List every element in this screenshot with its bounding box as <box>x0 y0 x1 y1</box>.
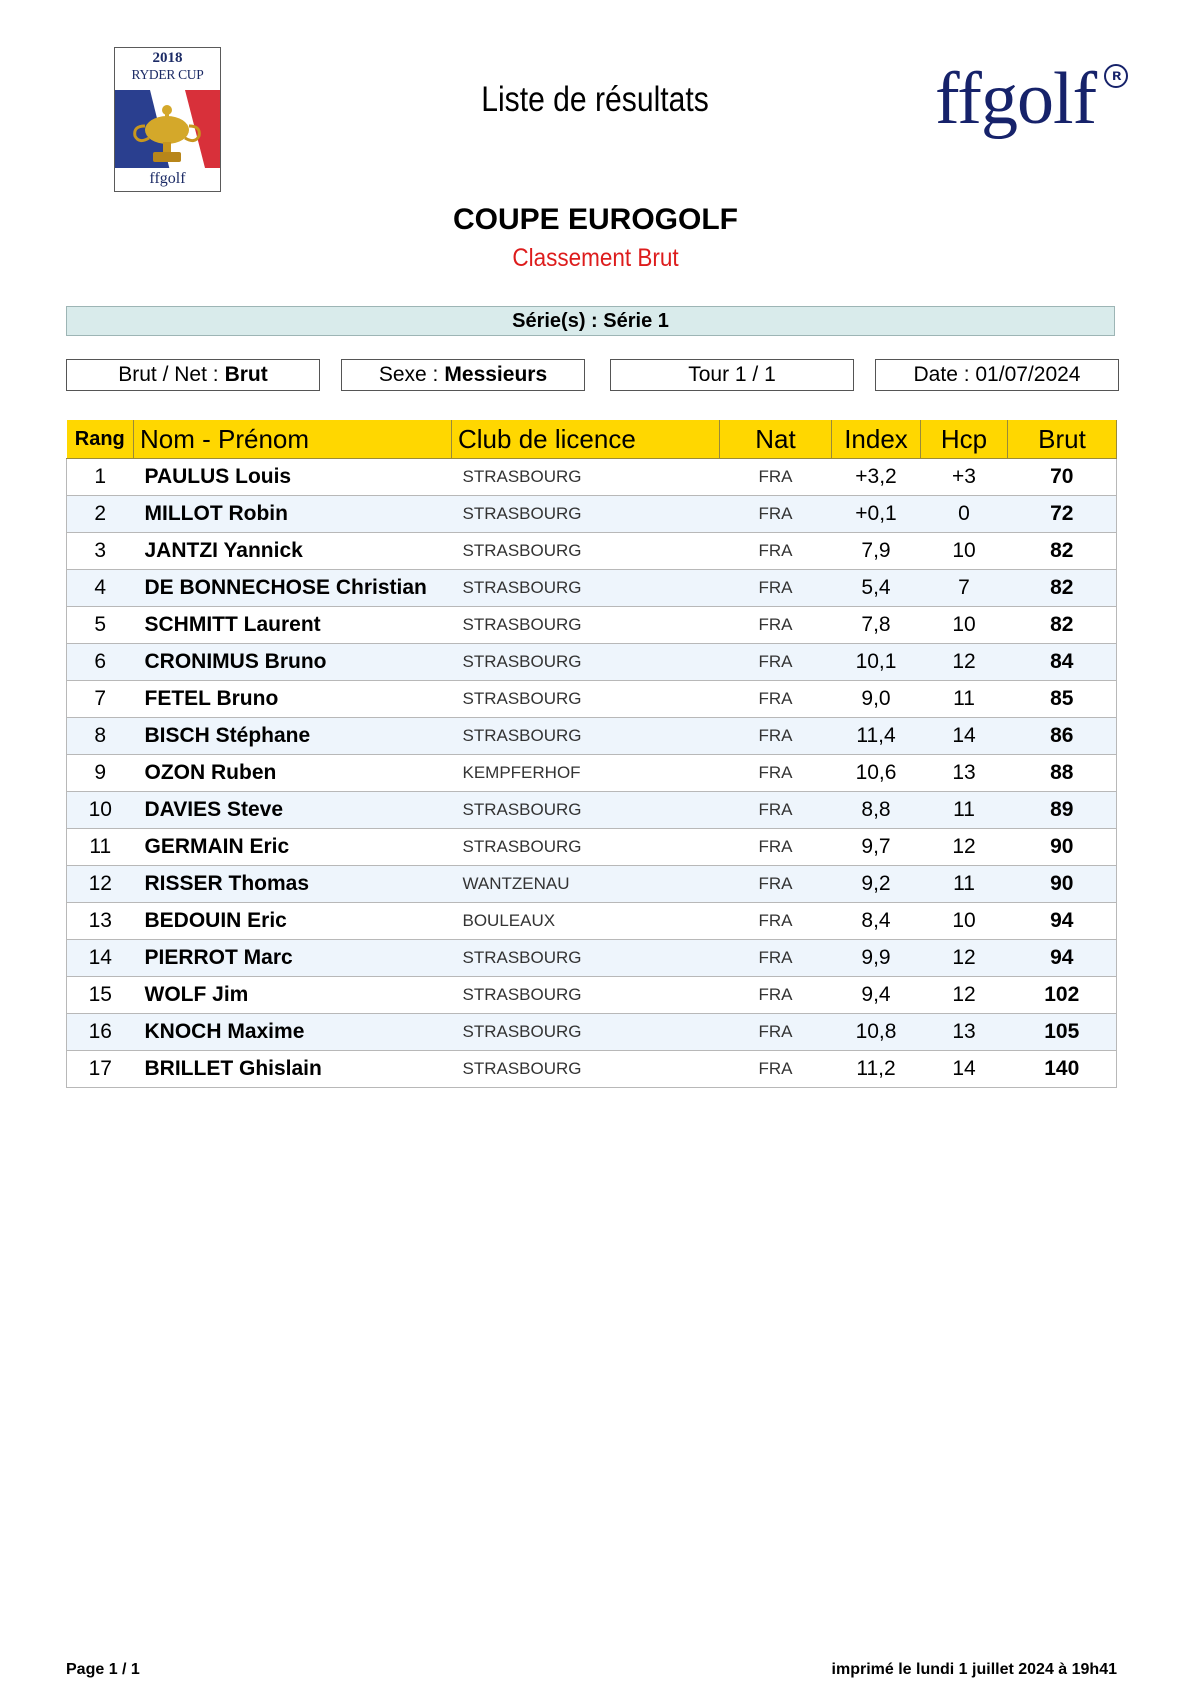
cell-index: 5,4 <box>832 570 921 607</box>
cell-index: 10,1 <box>832 644 921 681</box>
cell-nom: SCHMITT Laurent <box>134 607 452 644</box>
cell-nom: JANTZI Yannick <box>134 533 452 570</box>
header-club: Club de licence <box>452 420 720 459</box>
logo-ryder-cup-text: RYDER CUP <box>131 67 204 82</box>
competition-name: COUPE EUROGOLF <box>452 203 738 236</box>
cell-hcp: 12 <box>921 940 1008 977</box>
cell-nat: FRA <box>720 866 832 903</box>
sexe-value: Messieurs <box>444 363 548 386</box>
cell-hcp: 14 <box>921 1051 1008 1088</box>
cell-brut: 90 <box>1008 829 1117 866</box>
table-row <box>67 829 1117 866</box>
table-row <box>67 459 1117 496</box>
cell-rang: 13 <box>67 903 134 940</box>
cell-rang: 15 <box>67 977 134 1014</box>
cell-club: STRASBOURG <box>452 681 720 718</box>
table-header-row <box>67 420 1117 459</box>
cell-nom: BISCH Stéphane <box>134 718 452 755</box>
cell-club: STRASBOURG <box>452 644 720 681</box>
cell-club: STRASBOURG <box>452 792 720 829</box>
cell-nat: FRA <box>720 792 832 829</box>
cell-rang: 6 <box>67 644 134 681</box>
cell-hcp: 10 <box>921 533 1008 570</box>
cell-hcp: 11 <box>921 866 1008 903</box>
brut-net-value: Brut <box>224 363 268 386</box>
cell-rang: 1 <box>67 459 134 496</box>
cell-brut: 94 <box>1008 940 1117 977</box>
cell-nat: FRA <box>720 459 832 496</box>
cell-club: WANTZENAU <box>452 866 720 903</box>
cell-rang: 5 <box>67 607 134 644</box>
cell-hcp: 10 <box>921 903 1008 940</box>
cell-rang: 17 <box>67 1051 134 1088</box>
cell-index: 9,4 <box>832 977 921 1014</box>
cell-index: +0,1 <box>832 496 921 533</box>
sexe-box <box>341 359 585 391</box>
date-value: Date : 01/07/2024 <box>913 363 1081 386</box>
cell-rang: 3 <box>67 533 134 570</box>
header-rang: Rang <box>67 420 134 459</box>
cell-index: 8,8 <box>832 792 921 829</box>
cell-index: 9,9 <box>832 940 921 977</box>
cell-club: STRASBOURG <box>452 1014 720 1051</box>
results-table <box>66 420 1117 1088</box>
cell-index: 7,9 <box>832 533 921 570</box>
cell-hcp: 12 <box>921 829 1008 866</box>
table-row <box>67 866 1117 903</box>
cell-index: 9,2 <box>832 866 921 903</box>
page-number: Page 1 / 1 <box>66 1661 140 1678</box>
cell-hcp: 13 <box>921 755 1008 792</box>
cell-brut: 102 <box>1008 977 1117 1014</box>
table-row <box>67 496 1117 533</box>
table-row <box>67 533 1117 570</box>
table-row <box>67 570 1117 607</box>
cell-nom: GERMAIN Eric <box>134 829 452 866</box>
cell-hcp: 13 <box>921 1014 1008 1051</box>
cell-rang: 12 <box>67 866 134 903</box>
competition-subtitle: Classement Brut <box>512 244 679 272</box>
cell-index: +3,2 <box>832 459 921 496</box>
cell-club: STRASBOURG <box>452 533 720 570</box>
table-row <box>67 681 1117 718</box>
cell-nom: KNOCH Maxime <box>134 1014 452 1051</box>
cell-hcp: 11 <box>921 792 1008 829</box>
serie-bar: Série(s) : Série 1 <box>66 306 1115 336</box>
cell-nom: PIERROT Marc <box>134 940 452 977</box>
cell-rang: 7 <box>67 681 134 718</box>
cell-brut: 70 <box>1008 459 1117 496</box>
cell-nat: FRA <box>720 755 832 792</box>
cell-brut: 82 <box>1008 570 1117 607</box>
cell-club: KEMPFERHOF <box>452 755 720 792</box>
ffgolf-logo <box>935 58 1121 140</box>
cell-brut: 105 <box>1008 1014 1117 1051</box>
logo-ffgolf-small: ffgolf <box>149 170 186 187</box>
header-hcp: Hcp <box>921 420 1008 459</box>
logo-year: 2018 <box>152 50 183 66</box>
cell-rang: 8 <box>67 718 134 755</box>
table-row <box>67 644 1117 681</box>
cell-index: 11,4 <box>832 718 921 755</box>
cell-hcp: 10 <box>921 607 1008 644</box>
cell-nat: FRA <box>720 570 832 607</box>
table-row <box>67 718 1117 755</box>
cell-brut: 85 <box>1008 681 1117 718</box>
table-row <box>67 607 1117 644</box>
cell-index: 8,4 <box>832 903 921 940</box>
cell-nat: FRA <box>720 718 832 755</box>
cell-index: 10,8 <box>832 1014 921 1051</box>
cell-index: 9,0 <box>832 681 921 718</box>
cell-club: STRASBOURG <box>452 718 720 755</box>
cell-rang: 2 <box>67 496 134 533</box>
cell-brut: 72 <box>1008 496 1117 533</box>
table-row <box>67 977 1117 1014</box>
cell-club: BOULEAUX <box>452 903 720 940</box>
cell-nom: PAULUS Louis <box>134 459 452 496</box>
cell-club: STRASBOURG <box>452 1051 720 1088</box>
brut-net-label: Brut / Net : <box>118 363 219 386</box>
header-nat: Nat <box>720 420 832 459</box>
cell-hcp: 0 <box>921 496 1008 533</box>
cell-rang: 4 <box>67 570 134 607</box>
cell-index: 7,8 <box>832 607 921 644</box>
cell-club: STRASBOURG <box>452 977 720 1014</box>
header-nom: Nom - Prénom <box>134 420 452 459</box>
cell-brut: 89 <box>1008 792 1117 829</box>
table-row <box>67 940 1117 977</box>
document-title: Liste de résultats <box>481 80 709 119</box>
table-row <box>67 1014 1117 1051</box>
cell-nat: FRA <box>720 681 832 718</box>
cell-index: 9,7 <box>832 829 921 866</box>
cell-hcp: 12 <box>921 977 1008 1014</box>
cell-club: STRASBOURG <box>452 459 720 496</box>
cell-hcp: 12 <box>921 644 1008 681</box>
cell-nat: FRA <box>720 1014 832 1051</box>
cell-club: STRASBOURG <box>452 940 720 977</box>
cell-club: STRASBOURG <box>452 570 720 607</box>
header-brut: Brut <box>1008 420 1117 459</box>
table-row <box>67 1051 1117 1088</box>
ryder-cup-logo <box>114 47 221 192</box>
cell-index: 10,6 <box>832 755 921 792</box>
cell-nat: FRA <box>720 607 832 644</box>
cell-hcp: +3 <box>921 459 1008 496</box>
cell-nat: FRA <box>720 940 832 977</box>
cell-rang: 10 <box>67 792 134 829</box>
cell-brut: 94 <box>1008 903 1117 940</box>
cell-rang: 14 <box>67 940 134 977</box>
cell-hcp: 14 <box>921 718 1008 755</box>
header-index: Index <box>832 420 921 459</box>
tour-box <box>610 359 854 391</box>
registered-mark-icon: ʀ <box>1104 64 1128 88</box>
cell-club: STRASBOURG <box>452 607 720 644</box>
cell-nat: FRA <box>720 496 832 533</box>
cell-nom: DE BONNECHOSE Christian <box>134 570 452 607</box>
cell-brut: 88 <box>1008 755 1117 792</box>
cell-nom: FETEL Bruno <box>134 681 452 718</box>
cell-hcp: 7 <box>921 570 1008 607</box>
print-date: imprimé le lundi 1 juillet 2024 à 19h41 <box>831 1661 1117 1678</box>
cell-nom: RISSER Thomas <box>134 866 452 903</box>
cell-club: STRASBOURG <box>452 829 720 866</box>
cell-nat: FRA <box>720 903 832 940</box>
cell-rang: 16 <box>67 1014 134 1051</box>
table-row <box>67 792 1117 829</box>
cell-nat: FRA <box>720 1051 832 1088</box>
cell-nat: FRA <box>720 977 832 1014</box>
cell-nat: FRA <box>720 533 832 570</box>
tour-value: Tour 1 / 1 <box>688 363 776 386</box>
cell-nom: MILLOT Robin <box>134 496 452 533</box>
cell-nom: WOLF Jim <box>134 977 452 1014</box>
cell-nom: DAVIES Steve <box>134 792 452 829</box>
cell-brut: 82 <box>1008 607 1117 644</box>
cell-nom: CRONIMUS Bruno <box>134 644 452 681</box>
table-row <box>67 903 1117 940</box>
cell-club: STRASBOURG <box>452 496 720 533</box>
brut-net-box <box>66 359 320 391</box>
cell-brut: 90 <box>1008 866 1117 903</box>
cell-rang: 11 <box>67 829 134 866</box>
table-row <box>67 755 1117 792</box>
cell-nom: OZON Ruben <box>134 755 452 792</box>
cell-hcp: 11 <box>921 681 1008 718</box>
ffgolf-logo-text: ffgolf <box>935 58 1097 140</box>
cell-rang: 9 <box>67 755 134 792</box>
cell-brut: 86 <box>1008 718 1117 755</box>
cell-brut: 82 <box>1008 533 1117 570</box>
cell-nat: FRA <box>720 829 832 866</box>
cell-nat: FRA <box>720 644 832 681</box>
cell-brut: 140 <box>1008 1051 1117 1088</box>
cell-nom: BRILLET Ghislain <box>134 1051 452 1088</box>
date-box <box>875 359 1119 391</box>
sexe-label: Sexe : <box>378 363 439 386</box>
cell-nom: BEDOUIN Eric <box>134 903 452 940</box>
cell-brut: 84 <box>1008 644 1117 681</box>
cell-index: 11,2 <box>832 1051 921 1088</box>
